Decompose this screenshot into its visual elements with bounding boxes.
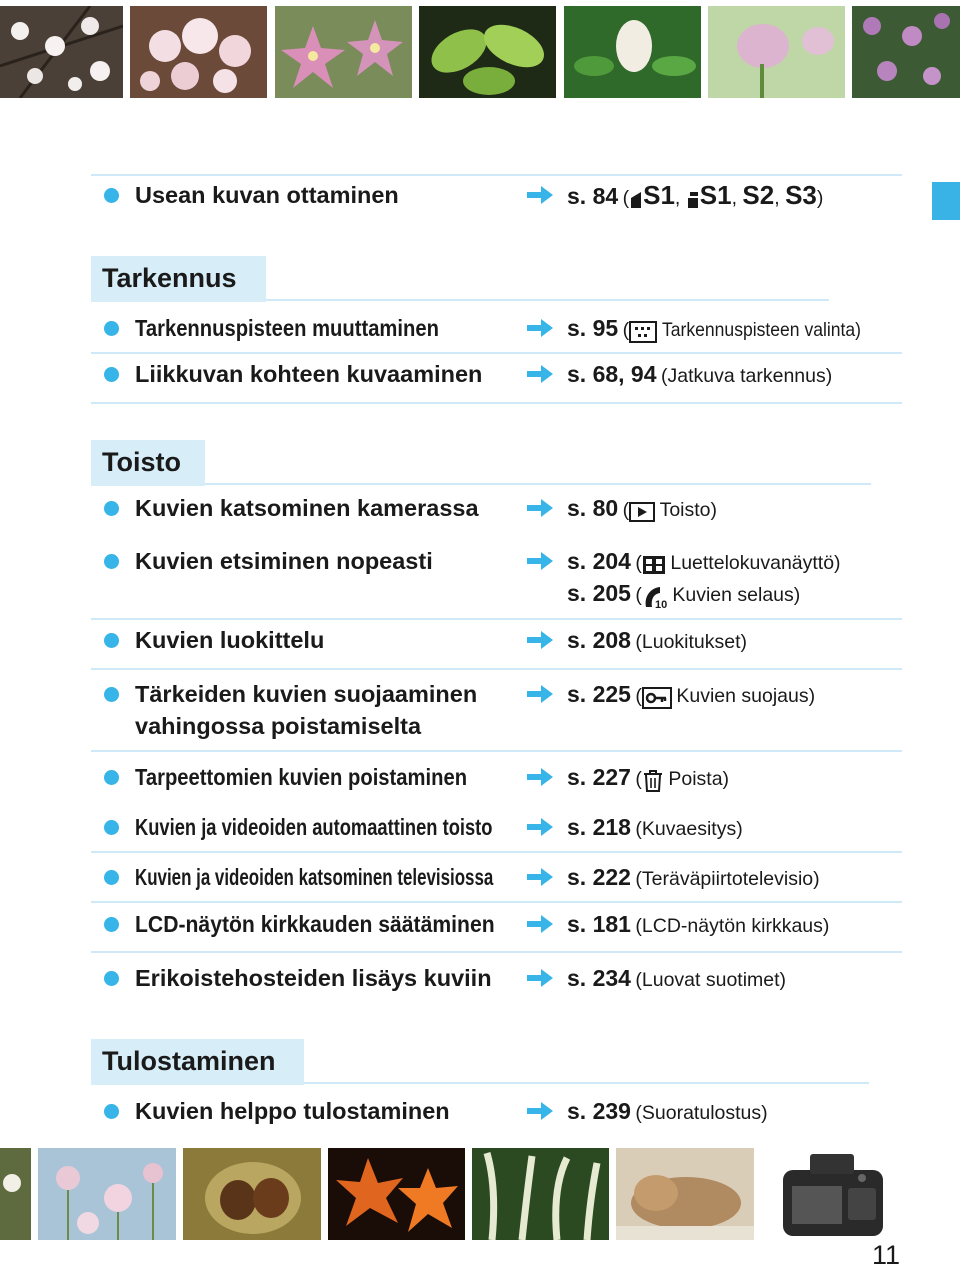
- row-view-in-camera: [91, 490, 902, 534]
- row-divider: [91, 851, 902, 853]
- row-label: Kuvien luokittelu: [135, 627, 325, 653]
- arrow-right-icon: [527, 1100, 553, 1122]
- row-rating: [91, 622, 902, 670]
- ref-page: s. 205: [567, 580, 631, 606]
- bullet: [104, 367, 119, 382]
- arrow-right-icon: [527, 766, 553, 788]
- photo-magnolia-buds: [564, 6, 701, 98]
- arrow-right-icon: [527, 913, 553, 935]
- page-reference[interactable]: [567, 761, 729, 797]
- row-label: Kuvien ja videoiden katsominen televisiossa: [135, 864, 494, 890]
- bullet: [104, 321, 119, 336]
- ref-open: (: [635, 552, 642, 574]
- ref-page: s. 239: [567, 1098, 631, 1124]
- row-divider: [91, 951, 902, 953]
- row-divider: [91, 174, 902, 176]
- photo-pampas-grass: [472, 1148, 609, 1240]
- row-divider: [91, 901, 902, 903]
- section-rule: [266, 299, 829, 301]
- ref-open: (: [635, 584, 642, 606]
- photo-pink-tulip-field: [708, 6, 845, 98]
- bullet: [104, 188, 119, 203]
- row-quick-search: [91, 543, 902, 621]
- row-divider: [91, 402, 902, 404]
- mode-s1-b: S1: [699, 180, 732, 210]
- ref-desc: Poista): [668, 768, 730, 790]
- ref-page: s. 225: [567, 681, 631, 707]
- row-label-line2: vahingossa poistamiselta: [135, 713, 422, 739]
- row-label: Kuvien katsominen kamerassa: [135, 495, 479, 521]
- ref-page: s. 204: [567, 548, 631, 574]
- row-protect: [91, 676, 902, 752]
- ref-page: s. 84: [567, 183, 619, 209]
- bullet: [104, 770, 119, 785]
- photo-chestnuts: [183, 1148, 321, 1240]
- ref-page: s. 80: [567, 495, 619, 521]
- row-divider: [91, 618, 902, 620]
- row-label: Tärkeiden kuvien suojaaminen: [135, 681, 478, 707]
- bullet: [104, 870, 119, 885]
- ref-page: s. 95: [567, 315, 619, 341]
- ref-desc: Toisto): [659, 499, 717, 521]
- ref-page: s. 218: [567, 814, 631, 840]
- row-lcd-brightness: [91, 906, 902, 954]
- row-erase: [91, 759, 902, 805]
- row-label: Tarkennuspisteen muuttaminen: [135, 315, 439, 341]
- bullet: [104, 917, 119, 932]
- bullet: [104, 501, 119, 516]
- ref-desc: (Jatkuva tarkennus): [660, 365, 833, 387]
- page-reference[interactable]: [567, 545, 841, 581]
- page-reference[interactable]: [567, 861, 820, 897]
- page-reference-2[interactable]: [567, 577, 800, 613]
- arrow-right-icon: [527, 363, 553, 385]
- row-tv-viewing: [91, 859, 902, 905]
- page-number: 11: [872, 1240, 901, 1270]
- ref-open: (: [622, 319, 630, 341]
- photo-autumn-maple-leaves: [328, 1148, 465, 1240]
- row-creative-filters: [91, 960, 902, 1006]
- arrow-right-icon: [527, 683, 553, 705]
- bullet: [104, 1104, 119, 1119]
- page-reference[interactable]: [567, 358, 832, 394]
- photo-purple-wildflowers: [852, 6, 960, 98]
- page-reference[interactable]: [567, 1095, 768, 1131]
- single-shot-icon: [629, 190, 643, 210]
- bullet: [104, 820, 119, 835]
- arrow-right-icon: [527, 967, 553, 989]
- trash-icon: [642, 769, 664, 793]
- row-af-point: [91, 310, 902, 354]
- row-label: Erikoistehosteiden lisäys kuviin: [135, 965, 492, 991]
- photo-cherry-blossom-twigs: [0, 6, 123, 98]
- photo-cosmos-flowers: [38, 1148, 176, 1240]
- arrow-right-icon: [527, 497, 553, 519]
- section-title: Tulostaminen: [102, 1046, 276, 1076]
- row-label: LCD-näytön kirkkauden säätäminen: [135, 911, 495, 937]
- ref-page: s. 227: [567, 764, 631, 790]
- row-multiple-shots: [91, 174, 902, 224]
- mode-s3: S3: [785, 180, 817, 210]
- ref-desc: (LCD-näytön kirkkaus): [635, 915, 830, 937]
- page-reference[interactable]: [567, 811, 743, 847]
- ref-desc: Luettelokuvanäyttö): [670, 552, 841, 574]
- bullet: [104, 554, 119, 569]
- mode-s1-a: S1: [643, 180, 675, 210]
- bullet: [104, 687, 119, 702]
- camera-illustration: [778, 1148, 888, 1240]
- page-reference[interactable]: [567, 312, 883, 348]
- ref-desc: Tarkennuspisteen valinta): [661, 319, 861, 341]
- page-reference[interactable]: [567, 624, 747, 660]
- row-divider: [91, 352, 902, 354]
- photo-white-flower-edge: [0, 1148, 31, 1240]
- photo-sleeping-cat: [616, 1148, 754, 1240]
- ref-close: ): [816, 187, 824, 209]
- ref-desc: Kuvien suojaus): [676, 685, 816, 707]
- ref-open: (: [622, 187, 630, 209]
- page-reference[interactable]: s. 84 ( S1, S1, S2, S3): [567, 180, 824, 210]
- arrow-right-icon: [527, 866, 553, 888]
- page-reference[interactable]: [567, 908, 829, 944]
- image-jump-icon: [642, 585, 668, 609]
- photo-cherry-blossom-cluster: [130, 6, 267, 98]
- row-label: Kuvien helppo tulostaminen: [135, 1098, 450, 1124]
- photo-pink-star-flowers: [275, 6, 412, 98]
- row-label: Usean kuvan ottaminen: [135, 182, 399, 208]
- ref-open: (: [635, 685, 642, 707]
- bullet: [104, 633, 119, 648]
- arrow-right-icon: [527, 816, 553, 838]
- arrow-right-icon: [527, 317, 553, 339]
- arrow-right-icon: [527, 550, 553, 572]
- ref-desc: Kuvien selaus): [672, 584, 801, 606]
- page-reference[interactable]: [567, 492, 717, 528]
- ref-page: s. 234: [567, 965, 631, 991]
- ref-desc: (Luovat suotimet): [635, 969, 787, 991]
- section-title: Tarkennus: [102, 263, 237, 293]
- section-title: Toisto: [102, 447, 181, 477]
- ref-open: (: [622, 499, 630, 521]
- mode-s2: S2: [742, 180, 775, 210]
- af-point-icon: [629, 321, 657, 343]
- playback-icon: [629, 502, 655, 522]
- ref-page: s. 181: [567, 911, 631, 937]
- row-label: Kuvien etsiminen nopeasti: [135, 548, 433, 574]
- continuous-shot-icon: [686, 190, 700, 210]
- index-display-icon: [642, 555, 666, 575]
- arrow-right-icon: [527, 629, 553, 651]
- page-reference[interactable]: [567, 962, 786, 998]
- ref-desc: (Luokitukset): [635, 631, 748, 653]
- protect-key-icon: [642, 687, 672, 709]
- row-easy-printing: [91, 1093, 902, 1137]
- ref-page: s. 208: [567, 627, 631, 653]
- section-rule: [205, 483, 871, 485]
- ref-desc: (Kuvaesitys): [635, 818, 743, 840]
- row-label: Liikkuvan kohteen kuvaaminen: [135, 361, 483, 387]
- ref-page: s. 68, 94: [567, 361, 657, 387]
- row-moving-subject: [91, 356, 902, 406]
- row-label: Tarpeettomien kuvien poistaminen: [135, 764, 468, 790]
- photo-green-leaves: [419, 6, 556, 98]
- ref-desc: (Suoratulostus): [635, 1102, 768, 1124]
- section-rule: [304, 1082, 869, 1084]
- ref-page: s. 222: [567, 864, 631, 890]
- svg-text:10: 10: [654, 598, 668, 609]
- arrow-right-icon: [527, 184, 553, 206]
- row-divider: [91, 750, 902, 752]
- ref-open: (: [635, 768, 642, 790]
- page-reference[interactable]: [567, 678, 815, 714]
- ref-desc: (Teräväpiirtotelevisio): [635, 868, 820, 890]
- chapter-tab-marker: [932, 182, 960, 220]
- row-label: Kuvien ja videoiden automaattinen toisto: [135, 814, 493, 840]
- row-divider: [91, 668, 902, 670]
- row-slideshow: [91, 809, 902, 855]
- bullet: [104, 971, 119, 986]
